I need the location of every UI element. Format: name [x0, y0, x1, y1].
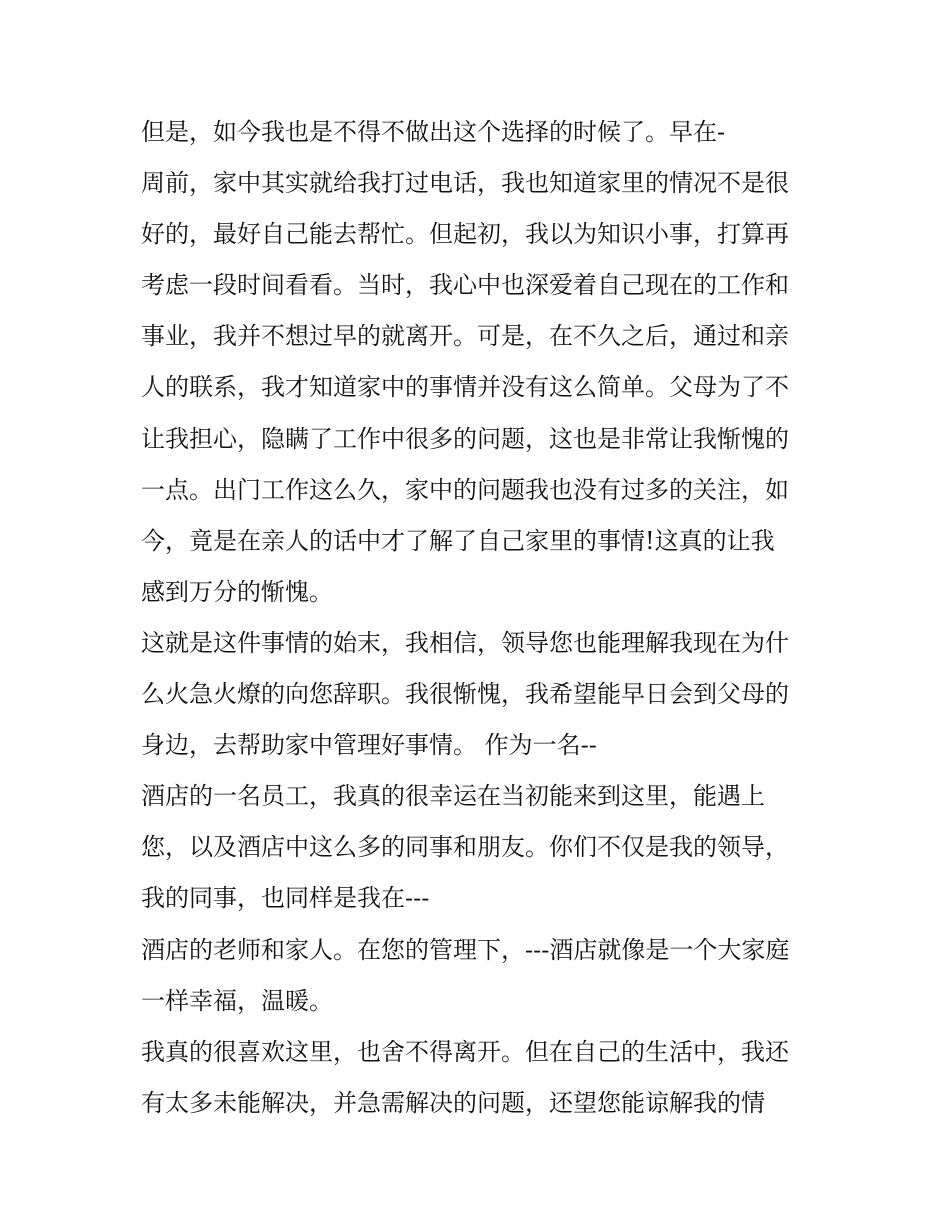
text-line: 我的同事，也同样是我在---	[141, 884, 430, 913]
text-line: 事业，我并不想过早的就离开。可是，在不久之后，通过和亲	[141, 322, 789, 351]
text-line: 身边，去帮助家中管理好事情。 作为一名--	[141, 731, 597, 760]
text-line: 考虑一段时间看看。当时，我心中也深爱着自己现在的工作和	[141, 271, 789, 300]
text-line: 我真的很喜欢这里，也舍不得离开。但在自己的生活中，我还	[141, 1037, 789, 1066]
text-line: 酒店的一名员工，我真的很幸运在当初能来到这里，能遇上	[141, 782, 765, 811]
text-line: 一样幸福，温暖。	[141, 986, 333, 1015]
text-line: 有太多未能解决，并急需解决的问题，还望您能谅解我的情	[141, 1088, 765, 1117]
text-line: 一点。出门工作这么久，家中的问题我也没有过多的关注，如	[141, 475, 789, 504]
text-line: 么火急火燎的向您辞职。我很惭愧，我希望能早日会到父母的	[141, 680, 789, 709]
text-line: 好的，最好自己能去帮忙。但起初，我以为知识小事，打算再	[141, 220, 789, 249]
text-line: 但是，如今我也是不得不做出这个选择的时候了。早在-	[141, 118, 726, 146]
text-line: 今，竟是在亲人的话中才了解了自己家里的事情!这真的让我	[141, 526, 775, 555]
text-line: 这就是这件事情的始末，我相信，领导您也能理解我现在为什	[141, 628, 789, 657]
text-line: 您，以及酒店中这么多的同事和朋友。你们不仅是我的领导，	[141, 833, 789, 862]
text-line: 感到万分的惭愧。	[141, 577, 333, 606]
text-line: 酒店的老师和家人。在您的管理下，---酒店就像是一个大家庭	[141, 935, 790, 964]
letter-body	[141, 107, 831, 1129]
text-line: 让我担心，隐瞒了工作中很多的问题，这也是非常让我惭愧的	[141, 424, 789, 453]
text-line: 人的联系，我才知道家中的事情并没有这么简单。父母为了不	[141, 373, 789, 402]
text-line: 周前，家中其实就给我打过电话，我也知道家里的情况不是很	[141, 169, 789, 198]
